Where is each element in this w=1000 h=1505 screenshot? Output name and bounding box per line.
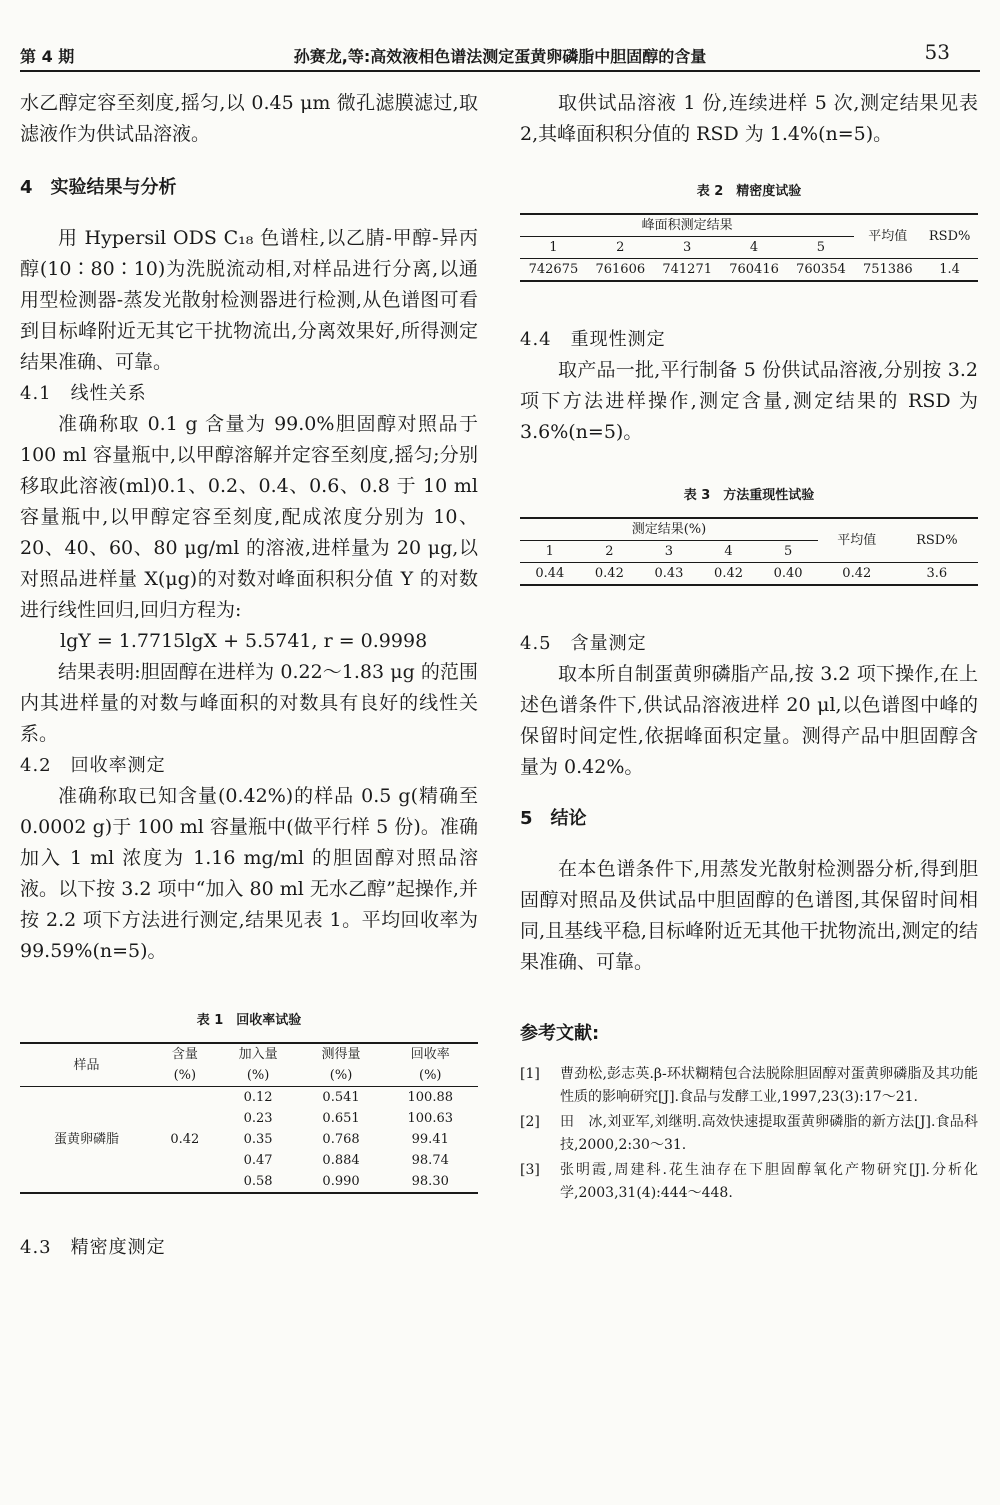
- reference-text: 张明霞,周建科.花生油存在下胆固醇氧化产物研究[J].分析化学,2003,31(4):444～448.: [560, 1162, 978, 1201]
- reference-text: 田 冰,刘亚军,刘继明.高效快速提取蛋黄卵磷脂的新方法[J].食品科技,2000,2:30～31.: [560, 1114, 978, 1153]
- table-2-mean: 751386: [862, 262, 913, 277]
- table-1-cell: 99.41: [411, 1132, 449, 1147]
- table-2-col-header: 5: [816, 240, 826, 255]
- section-4-1-heading: 4.1 线性关系: [20, 383, 147, 404]
- table-3-rsd-header: RSD%: [896, 518, 978, 563]
- reference-number: [2]: [520, 1114, 540, 1130]
- table-1-unit: (%): [329, 1068, 353, 1083]
- reference-item: [520, 1159, 978, 1205]
- section-4-5-heading: 4.5 含量测定: [520, 633, 647, 654]
- page-number: 53: [924, 40, 950, 64]
- reference-item: [520, 1111, 978, 1157]
- table-2-cell: 761606: [595, 262, 646, 277]
- table-3-cell: 0.42: [714, 566, 743, 581]
- table-1-cell: 0.23: [243, 1111, 273, 1126]
- table-3-grid: [520, 517, 978, 586]
- table-1-header-sample: 样品: [20, 1043, 153, 1087]
- table-3-caption: 表 3 方法重现性试验: [683, 488, 815, 503]
- section-4-3-heading: 4.3 精密度测定: [20, 1237, 166, 1258]
- table-1-header-recovery: 回收率: [410, 1047, 450, 1062]
- table-2-group-header: 峰面积测定结果: [520, 214, 854, 237]
- paragraph-continued: 水乙醇定容至刻度,摇匀,以 0.45 μm 微孔滤膜滤过,取滤液作为供试品溶液。: [20, 92, 478, 145]
- table-3-col-header: 2: [605, 544, 614, 559]
- table-3-cell: 0.42: [594, 566, 624, 581]
- paragraph-4-2: 准确称取已知含量(0.42%)的样品 0.5 g(精确至 0.0002 g)于 100 ml 容量瓶中(做平行样 5 份)。准确加入 1 ml 浓度为 1.16 mg/ml 的胆固醇对照品溶液。以下按 3.2 项中“加入 80 ml 无水乙醇”起操作,并按 2.2 项下方法进行测定,结果见表 1。平均回收率为 99.59%(n=5)。: [20, 785, 478, 962]
- table-1-cell: 0.884: [322, 1153, 360, 1168]
- left-column: [20, 88, 478, 1263]
- table-1-header-added: 加入量: [238, 1047, 278, 1062]
- table-1-cell: 98.74: [411, 1153, 449, 1168]
- table-3-cell: 0.40: [773, 566, 803, 581]
- table-1-header-measured: 测得量: [321, 1047, 361, 1062]
- table-3-cell: 0.44: [535, 566, 565, 581]
- table-1-cell: 0.768: [322, 1132, 360, 1147]
- table-2-rsd: 1.4: [939, 262, 960, 277]
- table-3: [520, 480, 978, 586]
- issue-number: 第 4 期: [20, 47, 75, 66]
- table-1-cell: 0.58: [243, 1174, 273, 1189]
- table-1: [20, 1005, 478, 1194]
- paragraph-4-1-b: 结果表明:胆固醇在进样为 0.22～1.83 μg 的范围内其进样量的对数与峰面积的对数具有良好的线性关系。: [20, 661, 478, 745]
- paragraph-4-5: 取本所自制蛋黄卵磷脂产品,按 3.2 项下操作,在上述色谱条件下,供试品溶液进样 20 μl,以色谱图中峰的保留时间定性,依据峰面积定量。测得产品中胆固醇含量为 0.42%。: [520, 663, 978, 778]
- running-title: 孙赛龙,等:高效液相色谱法测定蛋黄卵磷脂中胆固醇的含量: [293, 47, 707, 66]
- table-2-col-header: 1: [549, 240, 558, 255]
- table-2-rsd-header: RSD%: [921, 214, 978, 259]
- reference-number: [1]: [520, 1066, 540, 1082]
- table-2-mean-header: 平均值: [854, 214, 921, 259]
- table-2-col-header: 3: [683, 240, 692, 255]
- table-1-cell: 0.47: [243, 1153, 273, 1168]
- table-1-grid: [20, 1042, 478, 1194]
- reference-text: 曹劲松,彭志英.β-环状糊精包合法脱除胆固醇对蛋黄卵磷脂及其功能性质的影响研究[J].食品与发酵工业,1997,23(3):17～21.: [560, 1066, 978, 1105]
- table-1-cell: 0.990: [322, 1174, 360, 1189]
- table-3-group-header: 测定结果(%): [520, 518, 818, 541]
- table-1-cell: 0.12: [243, 1090, 273, 1105]
- table-3-mean: 0.42: [842, 566, 872, 581]
- table-3-cell: 0.43: [654, 566, 684, 581]
- table-2-cell: 760416: [729, 262, 779, 277]
- table-2-col-header: 2: [616, 240, 625, 255]
- reference-list: [520, 1063, 978, 1205]
- paragraph-4-4: 取产品一批,平行制备 5 份供试品溶液,分别按 3.2 项下方法进样操作,测定含量,测定结果的 RSD 为 3.6%(n=5)。: [520, 359, 978, 443]
- table-2-cell: 741271: [662, 262, 712, 277]
- table-1-caption: 表 1 回收率试验: [196, 1013, 302, 1028]
- references-heading: 参考文献:: [520, 1023, 600, 1044]
- table-1-cell: 98.30: [411, 1174, 449, 1189]
- regression-equation: lgY = 1.7715lgX + 5.5741, r = 0.9998: [60, 630, 428, 652]
- table-1-cell: 100.63: [407, 1111, 453, 1126]
- table-2-cell: 760354: [796, 262, 846, 277]
- reference-number: [3]: [520, 1162, 540, 1178]
- table-2-caption: 表 2 精密度试验: [696, 184, 802, 199]
- table-3-mean-header: 平均值: [818, 518, 896, 563]
- table-1-sample-name: 蛋黄卵磷脂: [54, 1132, 120, 1147]
- table-1-unit: (%): [246, 1068, 270, 1083]
- table-2-col-header: 4: [749, 240, 759, 255]
- paragraph-section-4: 用 Hypersil ODS C₁₈ 色谱柱,以乙腈-甲醇-异丙醇(10∶80∶10)为洗脱流动相,对样品进行分离,以通用型检测器-蒸发光散射检测器进行检测,从色谱图可看到目标峰附近无其它干扰物流出,分离效果好,所得测定结果准确、可靠。: [20, 227, 478, 373]
- right-column: [520, 88, 978, 1207]
- table-1-cell: 0.541: [322, 1090, 360, 1105]
- table-2-grid: [520, 213, 978, 282]
- paragraph-5: 在本色谱条件下,用蒸发光散射检测器分析,得到胆固醇对照品及供试品中胆固醇的色谱图,其保留时间相同,且基线平稳,目标峰附近无其他干扰物流出,测定的结果准确、可靠。: [520, 858, 978, 973]
- table-1-cell: 0.35: [243, 1132, 273, 1147]
- paragraph-4-1-a: 准确称取 0.1 g 含量为 99.0%胆固醇对照品于 100 ml 容量瓶中,以甲醇溶解并定容至刻度,摇匀;分别移取此溶液(ml)0.1、0.2、0.4、0.6、0.8 于 10 ml 容量瓶中,以甲醇定容至刻度,配成浓度分别为 10、20、40、60、80 μg/ml 的溶液,进样量为 20 μg,以对照品进样量 X(μg)的对数对峰面积积分值 Y 的对数进行线性回归,回归方程为:: [20, 413, 478, 621]
- table-1-unit: (%): [419, 1068, 442, 1083]
- section-5-heading: 5 结论: [520, 808, 587, 829]
- reference-item: [520, 1063, 978, 1109]
- table-2: [520, 176, 978, 282]
- table-1-cell: 0.651: [322, 1111, 360, 1126]
- table-2-cell: 742675: [528, 262, 579, 277]
- table-3-col-header: 5: [783, 544, 793, 559]
- table-1-content-value: 0.42: [170, 1132, 200, 1147]
- running-header: [20, 38, 980, 72]
- table-1-cell: 100.88: [407, 1090, 453, 1105]
- table-3-col-header: 3: [664, 544, 674, 559]
- section-4-2-heading: 4.2 回收率测定: [20, 755, 166, 776]
- table-1-unit: (%): [173, 1068, 197, 1083]
- table-3-col-header: 4: [724, 544, 733, 559]
- section-4-4-heading: 4.4 重现性测定: [520, 329, 666, 350]
- paragraph-4-3: 取供试品溶液 1 份,连续进样 5 次,测定结果见表 2,其峰面积积分值的 RSD 为 1.4%(n=5)。: [520, 92, 978, 145]
- table-1-header-content: 含量: [171, 1047, 198, 1062]
- table-3-rsd: 3.6: [926, 566, 948, 581]
- table-3-col-header: 1: [545, 544, 554, 559]
- section-4-heading: 4 实验结果与分析: [20, 177, 177, 198]
